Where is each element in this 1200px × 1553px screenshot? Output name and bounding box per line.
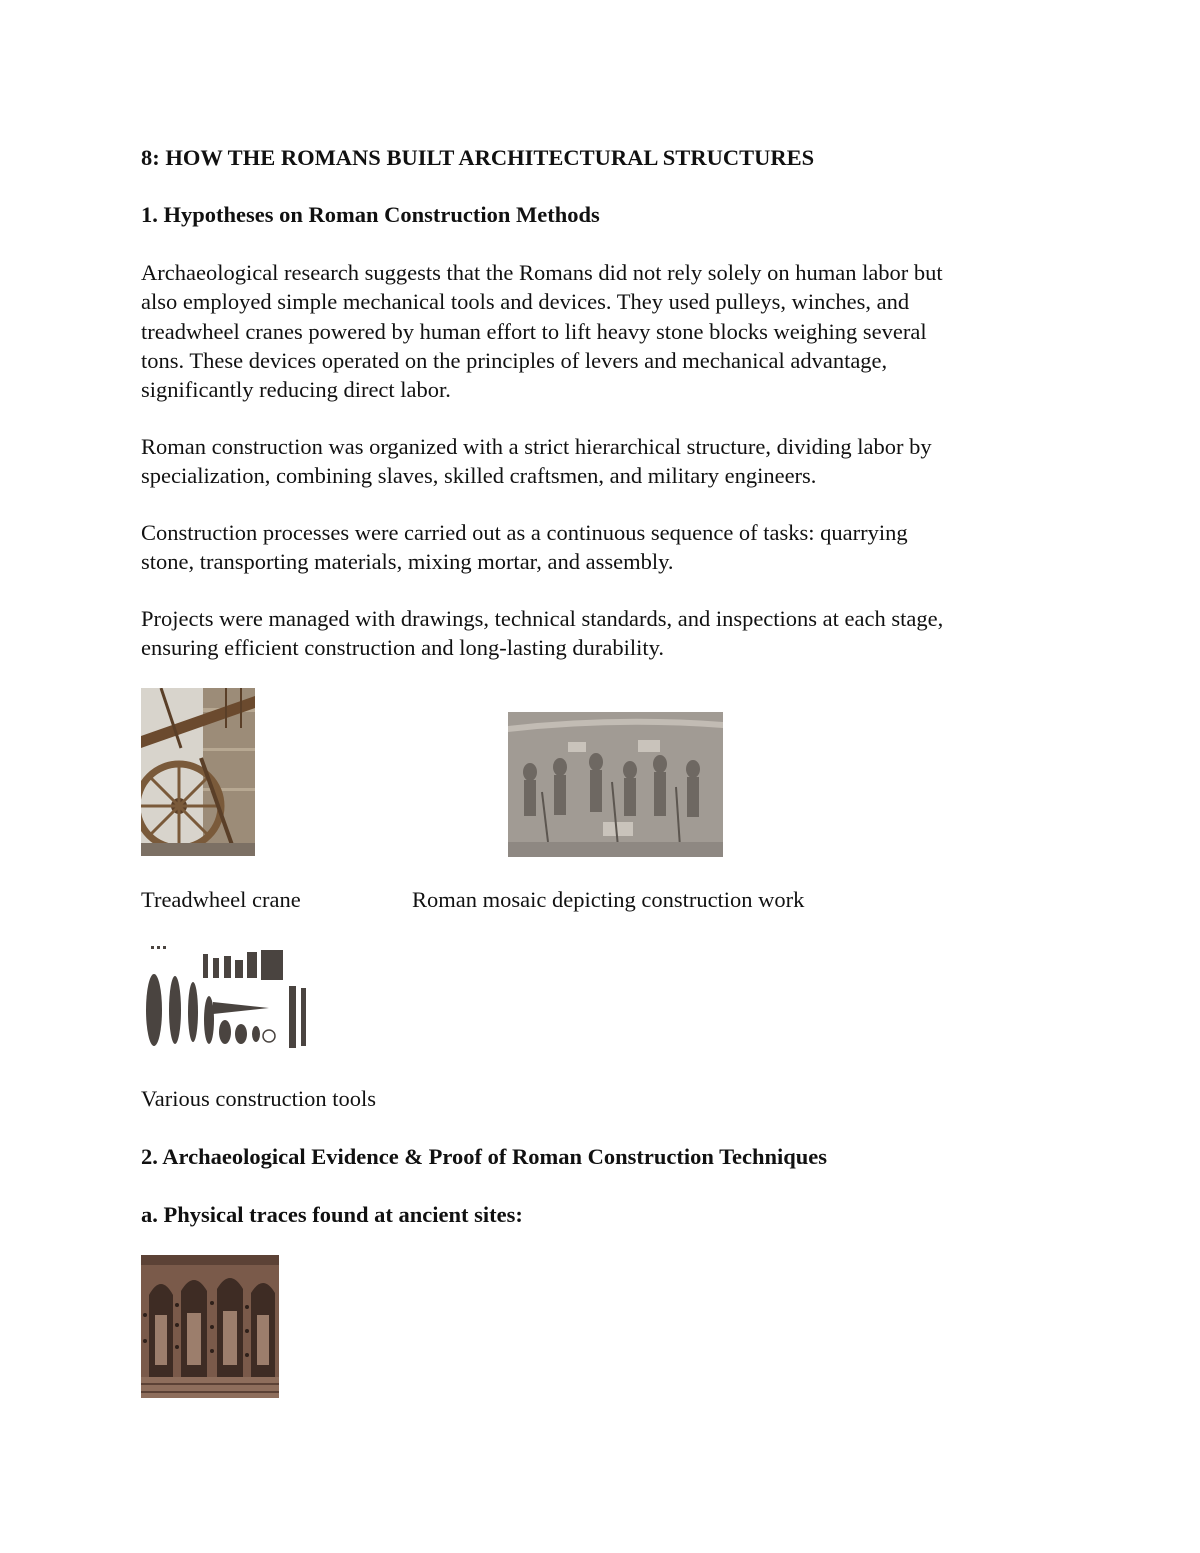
treadwheel-crane-photo: [141, 688, 255, 856]
paragraph-line: Construction processes were carried out as a continuous sequence of tasks: quarrying: [141, 520, 908, 545]
roman-mosaic-photo: [508, 712, 723, 857]
paragraph-construction-process: [141, 518, 1061, 577]
paragraph-line: Roman construction was organized with a strict hierarchical structure, dividing labor by: [141, 434, 932, 459]
section-2-heading: 2. Archaeological Evidence & Proof of Roman Construction Techniques: [141, 1144, 828, 1169]
paragraph-labor-hierarchy: [141, 432, 1061, 491]
section-2a-subheading: a. Physical traces found at ancient sites:: [141, 1202, 523, 1227]
tools-caption: Various construction tools: [141, 1086, 376, 1111]
document-title: 8: HOW THE ROMANS BUILT ARCHITECTURAL STRUCTURES: [141, 145, 815, 170]
paragraph-line: treadwheel cranes powered by human effort to lift heavy stone blocks weighing several: [141, 318, 927, 344]
section-1-heading: 1. Hypotheses on Roman Construction Methods: [141, 202, 600, 227]
paragraph-line: Archaeological research suggests that the Romans did not rely solely on human labor but: [141, 260, 943, 285]
paragraph-line: also employed simple mechanical tools and devices. They used pulleys, winches, and: [141, 289, 910, 315]
paragraph-line: specialization, combining slaves, skilled craftsmen, and military engineers.: [141, 463, 817, 489]
paragraph-line: ensuring efficient construction and long-lasting durability.: [141, 635, 665, 661]
paragraph-line: significantly reducing direct labor.: [141, 377, 451, 403]
crane-caption: Treadwheel crane: [141, 887, 301, 912]
paragraph-line: tons. These devices operated on the principles of levers and mechanical advantage,: [141, 347, 888, 373]
construction-tools-photo: [141, 940, 313, 1052]
mosaic-caption: Roman mosaic depicting construction work: [412, 887, 805, 912]
ancient-site-photo: [141, 1255, 279, 1398]
paragraph-line: stone, transporting materials, mixing mortar, and assembly.: [141, 549, 674, 575]
paragraph-project-management: [141, 604, 1061, 663]
paragraph-line: Projects were managed with drawings, technical standards, and inspections at each stage,: [141, 606, 944, 631]
paragraph-mechanical-tools: [141, 258, 1061, 404]
